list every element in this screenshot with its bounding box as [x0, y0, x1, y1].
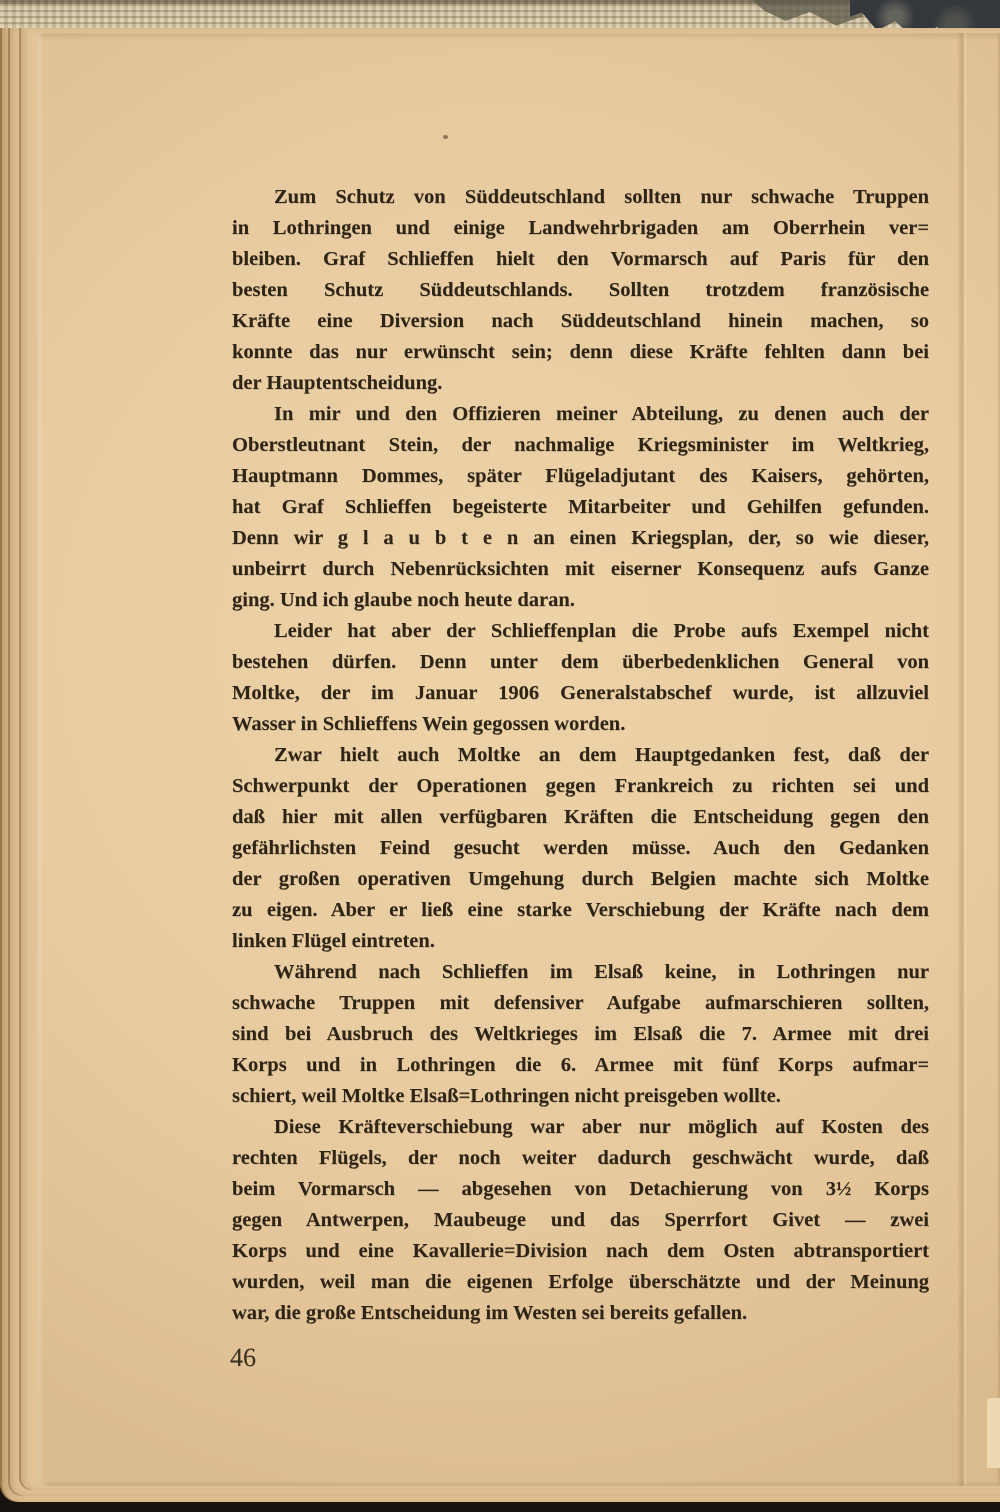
text-line: Korps und eine Kavallerie=Division nach dem Osten abtransportiert — [232, 1240, 929, 1262]
text-line: in Lothringen und einige Landwehrbrigaden am Oberrhein ver= — [232, 217, 929, 239]
text-line: der Hauptentscheidung. — [232, 372, 443, 394]
text-line: Hauptmann Dommes, später Flügeladjutant des Kaisers, gehörten, — [232, 465, 929, 487]
text-line: schiert, weil Moltke Elsaß=Lothringen nicht preisgeben wollte. — [232, 1085, 781, 1107]
text-line: konnte das nur erwünscht sein; denn diese Kräfte fehlten dann bei — [232, 341, 929, 363]
text-line: schwache Truppen mit defensiver Aufgabe aufmarschieren sollten, — [232, 992, 929, 1014]
text-line: unbeirrt durch Nebenrücksichten mit eiserner Konsequenz aufs Ganze — [232, 558, 929, 580]
text-line: Moltke, der im Januar 1906 Generalstabschef wurde, ist allzuviel — [232, 682, 929, 704]
text-line: gegen Antwerpen, Maubeuge und das Sperrfort Givet — zwei — [232, 1209, 929, 1231]
text-line: war, die große Entscheidung im Westen sei bereits gefallen. — [232, 1302, 748, 1324]
text-line: Zwar hielt auch Moltke an dem Hauptgedanken fest, daß der — [274, 744, 929, 766]
text-line: Während nach Schlieffen im Elsaß keine, in Lothringen nur — [274, 961, 929, 983]
text-line: besten Schutz Süddeutschlands. Sollten trotzdem französische — [232, 279, 929, 301]
text-line: wurden, weil man die eigenen Erfolge überschätzte und der Meinung — [232, 1271, 929, 1293]
text-line: Oberstleutnant Stein, der nachmalige Kriegsminister im Weltkrieg, — [232, 434, 929, 456]
text-line: Denn wir g l a u b t e n an einen Kriegsplan, der, so wie dieser, — [232, 527, 929, 549]
text-line: hat Graf Schlieffen begeisterte Mitarbeiter und Gehilfen gefunden. — [232, 496, 929, 518]
under-page-strip — [987, 1398, 1000, 1468]
text-line: linken Flügel eintreten. — [232, 930, 435, 952]
text-line: Wasser in Schlieffens Wein gegossen worden. — [232, 713, 626, 735]
text-line: In mir und den Offizieren meiner Abteilung, zu denen auch der — [274, 403, 929, 425]
gutter-crease — [957, 33, 967, 1486]
text-line: Zum Schutz von Süddeutschland sollten nur schwache Truppen — [274, 186, 929, 208]
text-line: Diese Kräfteverschiebung war aber nur möglich auf Kosten des — [274, 1116, 929, 1138]
text-line: gefährlichsten Feind gesucht werden müsse. Auch den Gedanken — [232, 837, 929, 859]
text-line: Korps und in Lothringen die 6. Armee mit fünf Korps aufmar= — [232, 1054, 929, 1076]
text-line: der großen operativen Umgehung durch Belgien machte sich Moltke — [232, 868, 929, 890]
ink-speck — [443, 135, 448, 139]
page-number: 46 — [230, 1343, 256, 1372]
text-line: beim Vormarsch — abgesehen von Detachierung von 3½ Korps — [232, 1178, 929, 1200]
text-line: sind bei Ausbruch des Weltkrieges im Elsaß die 7. Armee mit drei — [232, 1023, 929, 1045]
text-line: bestehen dürfen. Denn unter dem überbedenklichen General von — [232, 651, 929, 673]
text-block — [232, 182, 929, 1329]
book-page — [37, 33, 1000, 1486]
text-line: Leider hat aber der Schlieffenplan die Probe aufs Exempel nicht — [274, 620, 929, 642]
text-line: rechten Flügels, der noch weiter dadurch geschwächt wurde, daß — [232, 1147, 929, 1169]
text-line: bleiben. Graf Schlieffen hielt den Vormarsch auf Paris für den — [232, 248, 929, 270]
text-line: zu eigen. Aber er ließ eine starke Verschiebung der Kräfte nach dem — [232, 899, 929, 921]
text-line: daß hier mit allen verfügbaren Kräften die Entscheidung gegen den — [232, 806, 929, 828]
text-line: ging. Und ich glaube noch heute daran. — [232, 589, 575, 611]
text-line: Kräfte eine Diversion nach Süddeutschland hinein machen, so — [232, 310, 929, 332]
text-line: Schwerpunkt der Operationen gegen Frankreich zu richten sei und — [232, 775, 929, 797]
